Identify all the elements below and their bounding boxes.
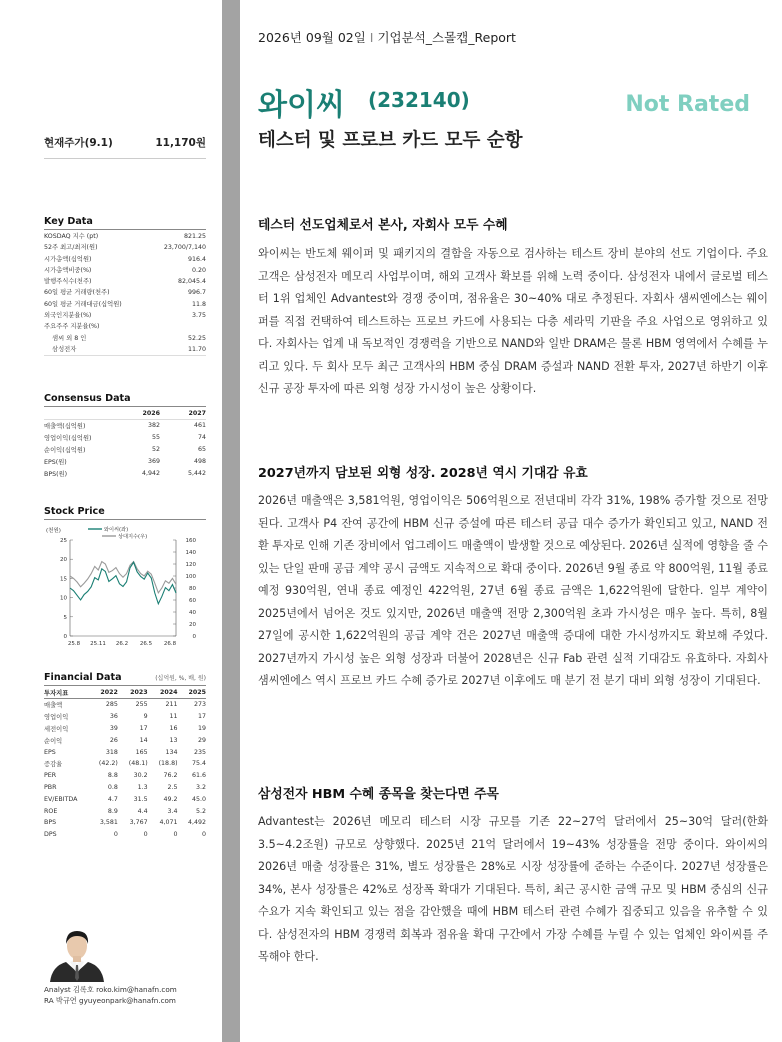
financial-value: 14 [139, 736, 148, 744]
consensus-title: Consensus Data [44, 393, 131, 404]
section-body: Advantest는 2026년 메모리 테스터 시장 규모를 기존 22~27억 달러에서 25~30억 달러(한화 3.5~4.2조원) 규모로 상향했다. 2025년 21억 달러에서 19~43% 성장률을 전망 중이다. 와이씨의 2026년 매출 성장률은 31%, 별도 성장률은 28%로 시장 성장률에 준하는 수준이다. 2027년 성장률은 34%, 본사 성장률은 42%로 성장폭 확대가 기대된다. 특히, 최근 공시한 금액 규모 및 HBM 중심의 신규 수요가 지속 확인되고 있는 점을 감안했을 때에 HBM 테스터 관련 수혜가 집중되고 있음을 유추할 수 있다. 삼성전자의 HBM 경쟁력 회복과 점유율 확대 구간에서 가장 수혜를 누릴 수 있는 업체인 와이씨를 주목해야 한다. [258, 815, 768, 963]
financial-year: 2024 [160, 688, 178, 696]
financial-value: 0.8 [107, 783, 118, 791]
consensus-row [44, 420, 206, 432]
current-price-value: 11,170원 [155, 137, 206, 149]
financial-value: 29 [197, 736, 206, 744]
financial-value: 30.2 [133, 772, 148, 780]
x-tick-label: 25.11 [90, 641, 106, 647]
financial-value: (42.2) [98, 760, 118, 768]
consensus-label: 영업이익(십억원) [44, 435, 92, 443]
financial-label: EPS [44, 748, 56, 756]
section-heading: 삼성전자 HBM 수혜 종목을 찾는다면 주목 [258, 787, 499, 802]
financial-row [44, 829, 206, 841]
financial-value: 75.4 [191, 760, 206, 768]
financial-label: 순이익 [44, 737, 63, 745]
key-data-row [44, 333, 206, 344]
left-tick-label: 15 [60, 576, 67, 583]
financial-value: 4.4 [137, 807, 148, 815]
consensus-value: 5,442 [187, 469, 206, 477]
legend-label: 와이씨(좌) [104, 527, 129, 533]
financial-value: 3,767 [129, 819, 148, 827]
financial-value: 8.8 [107, 772, 118, 780]
right-tick-label: 0 [192, 634, 196, 640]
key-data-value: 916.4 [187, 255, 206, 263]
right-tick-label: 120 [185, 562, 196, 568]
key-data-value: 11.8 [191, 300, 206, 308]
key-data-value: 996.7 [187, 289, 206, 297]
key-data-row [44, 321, 206, 332]
financial-value: 45.0 [191, 795, 206, 803]
key-data-end-rule [44, 355, 206, 356]
consensus-row [44, 444, 206, 456]
key-data-label: 외국인지분율(%) [44, 312, 92, 320]
financial-value: 26 [109, 736, 118, 744]
key-data-label: 주요주주 지분율(%) [44, 323, 100, 331]
financial-year: 2023 [130, 688, 148, 696]
key-data-label: 발행주식수(천주) [44, 278, 92, 286]
financial-row [44, 699, 206, 711]
financial-data [44, 672, 206, 841]
financial-value: 4,071 [159, 819, 178, 827]
x-tick-label: 26.2 [115, 641, 129, 647]
key-data-value: 23,700/7,140 [163, 244, 206, 252]
key-data-label: 삼성전자 [52, 345, 77, 353]
key-data-label: KOSDAQ 지수 (pt) [44, 233, 99, 240]
stock-price-rule [44, 519, 206, 520]
financial-value: 17 [139, 724, 148, 732]
financial-value: 17 [197, 713, 206, 721]
key-data-label: 샘씨 외 8 인 [52, 334, 87, 342]
financial-label: 세전이익 [44, 725, 69, 733]
report-date: 2026년 09월 02일 [258, 30, 366, 45]
financial-row [44, 770, 206, 782]
right-tick-label: 140 [185, 550, 196, 556]
section-heading: 테스터 선도업체로서 본사, 자회사 모두 수혜 [258, 218, 508, 233]
financial-label: PER [44, 772, 57, 780]
consensus-value: 461 [193, 422, 206, 430]
financial-value: 4,492 [187, 819, 206, 827]
consensus-row [44, 455, 206, 467]
section-body: 2026년 매출액은 3,581억원, 영업이익은 506억원으로 전년대비 각각 31%, 198% 증가할 것으로 전망된다. 고객사 P4 잔여 공간에 HBM 신규 증설에 따른 테스터 공급 대수 증가가 확인되고 있고, NAND 전환 투자로 인해 기존 장비에서 업그레이드 매출액이 발생할 것으로 예상된다. 2026년 실적에 영향을 줄 수 있는 단일 판매 공급 계약 공시 금액도 지속적으로 확대 중이다. 2026년 9월 종료 약 800억원, 11월 종료 예정 930억원, 연내 종료 예정인 422억원, 27년 6월 종료 금액은 1,622억원에 달한다. 일부 계약이 2025년에서 넘어온 것도 있지만, 2026년 매출액 전망 2,300억원 초과 가시성은 매우 높다. 특히, 8월 27일에 공시한 1,622억원의 공급 계약 건은 2027년 매출액 증대에 대한 가시성까지도 확보해 주었다. 2027년까지 가시성 높은 외형 성장과 더불어 2028년은 신규 Fab 관련 실적 기대감도 유효하다. 자회사 샘씨엔에스 역시 프로브 카드 수혜 증가로 2027년 이후에도 매 분기 전 분기 대비 외형 성장이 기대된다. [258, 494, 768, 687]
financial-row [44, 711, 206, 723]
relative-index-line [70, 562, 176, 593]
key-data-value: 52.25 [187, 334, 206, 342]
financial-value: (48.1) [128, 760, 148, 768]
key-data-value: 3.75 [191, 312, 206, 320]
financial-value: 16 [169, 724, 178, 732]
financial-value: 3,581 [99, 819, 118, 827]
key-data-label: 60일 평균 거래대금(십억원) [44, 300, 122, 308]
key-data-row [44, 287, 206, 298]
financial-label: 증감율 [44, 761, 63, 769]
financial-value: 0 [143, 831, 148, 839]
current-price [44, 135, 206, 150]
consensus-value: 382 [147, 422, 160, 430]
consensus-head-blank [44, 407, 114, 420]
analyst-1: Analyst 김록호 roko.kim@hanafn.com [44, 985, 177, 994]
financial-value: 11 [169, 713, 178, 721]
key-data-row [44, 254, 206, 265]
consensus-label: BPS(원) [44, 470, 68, 478]
left-tick-label: 10 [60, 595, 67, 602]
financial-value: 165 [135, 748, 148, 756]
financial-value: 8.9 [107, 807, 118, 815]
key-data-rule [44, 229, 206, 230]
x-tick-label: 26.8 [163, 641, 177, 647]
key-data-value: 82,045.4 [177, 278, 206, 286]
financial-row [44, 793, 206, 805]
financial-value: 0 [201, 831, 206, 839]
key-data-label: 시가총액(십억원) [44, 255, 92, 263]
financial-value: 13 [169, 736, 178, 744]
consensus-label: EPS(원) [44, 458, 67, 466]
key-data-label: 52주 최고/최저(원) [44, 244, 98, 252]
financial-value: 4.7 [107, 795, 118, 803]
consensus-value: 55 [151, 434, 160, 442]
analyst-photo [46, 922, 108, 982]
vertical-divider [222, 0, 240, 1042]
financial-label: 영업이익 [44, 714, 69, 722]
financial-label: DPS [44, 831, 57, 839]
financial-value: 134 [165, 748, 178, 756]
rating: Not Rated [625, 92, 750, 117]
financial-row [44, 723, 206, 735]
financial-value: 5.2 [195, 807, 206, 815]
financial-value: 31.5 [133, 795, 148, 803]
legend-label: 상대지수(우) [118, 534, 148, 540]
financial-year: 2022 [100, 688, 118, 696]
section-body: 와이씨는 반도체 웨이퍼 및 패키지의 결함을 자동으로 검사하는 테스트 장비 분야의 선도 기업이다. 주요 고객은 삼성전자 메모리 사업부이며, 해외 고객사 확보를 위해 노력 중이다. 삼성전자 내에서 글로벌 테스터 1위 업체인 Advantest와 경쟁 중이며, 점유율은 30~40% 대로 추정된다. 자회사 샘씨엔에스는 웨이퍼를 직접 컨택하여 테스트하는 프로브 카드에 사용되는 다층 세라믹 기판을 주요 사업으로 영위하고 있다. 자회사는 업계 내 독보적인 경쟁력을 기반으로 NAND와 일반 DRAM은 물론 HBM 영역에서 수혜를 누리고 있다. 두 회사 모두 최근 고객사의 HBM 중심 DRAM 증설과 NAND 전환 투자, 2027년 하반기 이후 신규 공장 투자에 따른 외형 성장 가시성이 높은 상황이다. [258, 247, 768, 395]
financial-label: BPS [44, 819, 57, 827]
consensus-label: 매출액(십억원) [44, 423, 86, 431]
financial-value: 0 [113, 831, 118, 839]
stock-price-title: Stock Price [44, 506, 105, 517]
financial-row [44, 782, 206, 794]
financial-row [44, 805, 206, 817]
financial-value: 3.2 [195, 783, 206, 791]
financial-value: 3.4 [167, 807, 178, 815]
consensus-value: 52 [151, 445, 160, 453]
key-data-title: Key Data [44, 216, 93, 227]
stock-price-line [70, 562, 176, 603]
company-name: 와이씨 [258, 88, 345, 123]
financial-row [44, 746, 206, 758]
financial-table [44, 686, 206, 841]
financial-header [44, 672, 206, 683]
financial-row [44, 817, 206, 829]
section-heading: 2027년까지 담보된 외형 성장. 2028년 역시 기대감 유효 [258, 466, 588, 481]
company-code: (232140) [368, 88, 470, 112]
current-price-label: 현재주가(9.1) [44, 137, 113, 149]
financial-header-row [44, 686, 206, 699]
financial-label: 매출액 [44, 702, 63, 710]
financial-value: 76.2 [163, 772, 178, 780]
report-category: 기업분석_스몰캡_Report [377, 30, 516, 45]
financial-value: 285 [105, 701, 118, 709]
financial-title: Financial Data [44, 672, 122, 683]
financial-value: 255 [135, 701, 148, 709]
key-data-value: 821.25 [183, 233, 206, 240]
right-tick-label: 100 [185, 574, 196, 580]
financial-value: 9 [143, 713, 148, 721]
x-tick-label: 26.5 [139, 641, 153, 647]
financial-value: 273 [193, 701, 206, 709]
right-tick-label: 80 [189, 586, 196, 592]
left-tick-label: 20 [60, 557, 67, 564]
header-separator: I [369, 30, 374, 45]
key-data-row [44, 265, 206, 276]
key-data-row [44, 242, 206, 253]
consensus-header-row [44, 407, 206, 420]
financial-value: 235 [193, 748, 206, 756]
financial-year: 2025 [188, 688, 206, 696]
right-tick-label: 160 [185, 538, 196, 544]
right-tick-label: 20 [189, 622, 196, 628]
financial-value: 1.3 [137, 783, 148, 791]
right-tick-label: 40 [189, 610, 196, 616]
stock-price [44, 506, 206, 649]
consensus-table [44, 407, 206, 479]
key-data-label: 60일 평균 거래량(천주) [44, 289, 110, 297]
key-data-value: 0.20 [191, 266, 206, 274]
key-data [44, 216, 206, 356]
financial-value: 39 [109, 724, 118, 732]
report-header [258, 28, 516, 46]
financial-value: 2.5 [167, 783, 178, 791]
financial-value: 49.2 [163, 795, 178, 803]
consensus-value: 498 [193, 457, 206, 465]
left-tick-label: 25 [60, 538, 67, 544]
key-data-value: 11.70 [187, 345, 206, 353]
divider-line [44, 158, 206, 159]
analyst-2: RA 박규연 gyuyeonpark@hanafn.com [44, 996, 176, 1005]
consensus-value: 65 [197, 445, 206, 453]
financial-unit: (십억원, %, 배, 원) [155, 675, 206, 682]
consensus-year: 2026 [142, 409, 160, 417]
financial-value: 211 [165, 701, 178, 709]
key-data-row [44, 276, 206, 287]
financial-value: 36 [109, 713, 118, 721]
financial-row [44, 758, 206, 770]
right-tick-label: 60 [189, 598, 196, 604]
financial-value: 318 [105, 748, 118, 756]
x-tick-label: 25.8 [67, 641, 81, 647]
key-data-label: 시가총액비중(%) [44, 266, 92, 274]
financial-head: 투자지표 [44, 689, 69, 697]
consensus-year: 2027 [188, 409, 206, 417]
consensus-value: 369 [147, 457, 160, 465]
consensus-row [44, 432, 206, 444]
financial-label: EV/EBITDA [44, 795, 78, 803]
report-subtitle: 테스터 및 프로브 카드 모두 순항 [258, 130, 523, 151]
consensus-value: 74 [197, 434, 206, 442]
chart-left-unit: (천원) [46, 528, 61, 534]
left-tick-label: 0 [63, 634, 67, 640]
key-data-row [44, 344, 206, 355]
key-data-rows [44, 231, 206, 356]
key-data-row [44, 310, 206, 321]
consensus-label: 순이익(십억원) [44, 446, 86, 454]
key-data-row [44, 299, 206, 310]
consensus-row [44, 467, 206, 479]
left-tick-label: 5 [63, 614, 67, 621]
financial-label: ROE [44, 807, 58, 815]
consensus-value: 4,942 [141, 469, 160, 477]
financial-value: 61.6 [191, 772, 206, 780]
financial-row [44, 734, 206, 746]
financial-label: PBR [44, 783, 57, 791]
stock-price-chart [44, 524, 206, 649]
key-data-row [44, 231, 206, 242]
financial-value: 19 [197, 724, 206, 732]
consensus-data [44, 393, 206, 479]
financial-value: (18.8) [158, 760, 178, 768]
financial-value: 0 [173, 831, 178, 839]
